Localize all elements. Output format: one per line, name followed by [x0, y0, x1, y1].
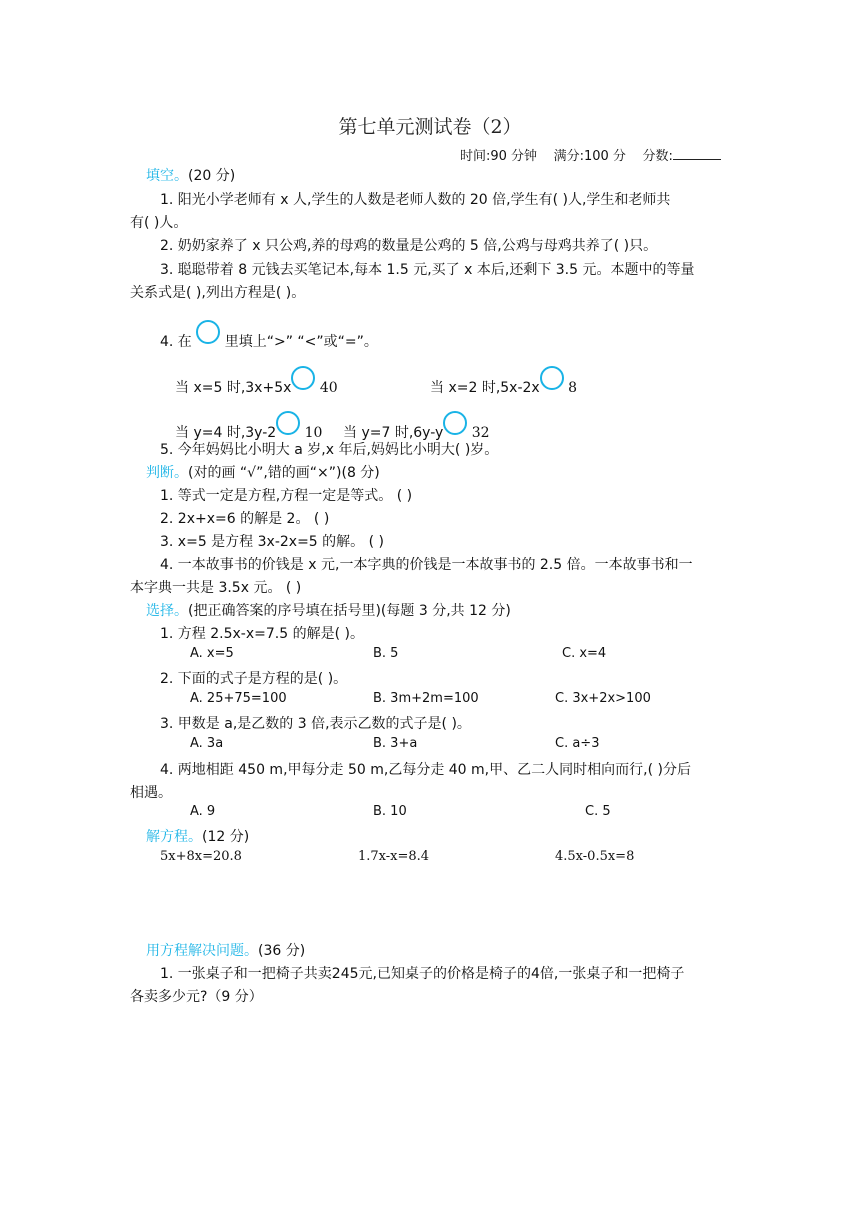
full-marks: 满分:100 分	[553, 149, 626, 164]
question-text: 2. 2x+x=6 的解是 2。 ( )	[160, 511, 330, 527]
section-choice-heading	[146, 600, 511, 620]
option-c: C. x=4	[562, 646, 607, 661]
equation: 1.7x-x=8.4	[358, 849, 430, 864]
question-text: 2. 奶奶家养了 x 只公鸡,养的母鸡的数量是公鸡的 5 倍,公鸡与母鸡共养了( )只。	[160, 238, 658, 254]
question-text: 3. 聪聪带着 8 元钱去买笔记本,每本 1.5 元,买了 x 本后,还剩下 3.5 元。本题中的等量	[160, 262, 695, 278]
compare-item	[175, 366, 338, 397]
section-fill-blank-heading	[146, 165, 235, 185]
question-text: 4. 两地相距 450 m,甲每分走 50 m,乙每分走 40 m,甲、乙二人同时相向而行,( )分后	[160, 762, 691, 778]
compare-value: 8	[568, 380, 578, 396]
exam-meta	[460, 145, 721, 164]
section-label: 判断。	[146, 465, 188, 481]
option-c: C. 5	[585, 804, 611, 819]
compare-expr: 当 x=5 时,3x+5x	[175, 380, 292, 396]
question-text: 相遇。	[130, 785, 172, 801]
question-text: 本字典一共是 3.5x 元。 ( )	[130, 580, 302, 596]
compare-item	[343, 411, 490, 442]
section-judge-heading	[146, 462, 380, 482]
question-text: 关系式是( ),列出方程是( )。	[130, 285, 306, 301]
score-blank[interactable]	[673, 147, 721, 160]
option-a: A. 9	[190, 804, 216, 819]
compare-value: 40	[319, 380, 338, 396]
compare-item	[175, 411, 322, 442]
section-points: (12 分)	[202, 829, 250, 845]
section-points: (36 分)	[258, 943, 306, 959]
score-label: 分数:	[642, 149, 673, 164]
section-label: 选择。	[146, 603, 188, 619]
option-a: A. 3a	[190, 736, 224, 751]
question-text: 4. 一本故事书的价钱是 x 元,一本字典的价钱是一本故事书的 2.5 倍。一本故事书和一	[160, 557, 693, 573]
equation: 5x+8x=20.8	[160, 849, 242, 864]
question-text: 各卖多少元?（9 分）	[130, 989, 263, 1005]
question-text: 3. x=5 是方程 3x-2x=5 的解。 ( )	[160, 534, 384, 550]
circle-icon	[196, 320, 220, 344]
equation: 4.5x-0.5x=8	[555, 849, 635, 864]
section-equation-heading	[146, 826, 249, 846]
question-suffix: 里填上“>” “<”或“=”。	[224, 334, 378, 350]
question-text	[160, 320, 378, 351]
question-text: 1. 方程 2.5x-x=7.5 的解是( )。	[160, 626, 364, 642]
compare-expr: 当 y=7 时,6y-y	[343, 425, 444, 441]
section-label: 用方程解决问题。	[146, 943, 258, 959]
option-b: B. 10	[373, 804, 407, 819]
option-b: B. 5	[373, 646, 399, 661]
compare-expr: 当 x=2 时,5x-2x	[430, 380, 540, 396]
section-label: 填空。	[146, 168, 188, 184]
question-prefix: 4. 在	[160, 334, 192, 350]
compare-item	[430, 366, 577, 397]
answer-circle-icon[interactable]	[291, 366, 315, 390]
answer-circle-icon[interactable]	[443, 411, 467, 435]
option-b: B. 3+a	[373, 736, 418, 751]
option-b: B. 3m+2m=100	[373, 691, 479, 706]
question-text: 1. 阳光小学老师有 x 人,学生的人数是老师人数的 20 倍,学生有( )人,学生和老师共	[160, 192, 671, 208]
option-c: C. 3x+2x>100	[555, 691, 651, 706]
time-limit: 时间:90 分钟	[460, 149, 538, 164]
answer-circle-icon[interactable]	[540, 366, 564, 390]
compare-value: 32	[471, 425, 490, 441]
question-text: 有( )人。	[130, 215, 188, 231]
question-text: 5. 今年妈妈比小明大 a 岁,x 年后,妈妈比小明大( )岁。	[160, 442, 499, 458]
question-text: 3. 甲数是 a,是乙数的 3 倍,表示乙数的式子是( )。	[160, 716, 471, 732]
question-text: 1. 等式一定是方程,方程一定是等式。 ( )	[160, 488, 413, 504]
section-points: (20 分)	[188, 168, 236, 184]
page-title: 第七单元测试卷（2）	[338, 116, 522, 138]
compare-value: 10	[304, 425, 323, 441]
question-text: 2. 下面的式子是方程的是( )。	[160, 671, 348, 687]
compare-expr: 当 y=4 时,3y-2	[175, 425, 277, 441]
answer-circle-icon[interactable]	[276, 411, 300, 435]
section-word-problem-heading	[146, 940, 305, 960]
question-text: 1. 一张桌子和一把椅子共卖245元,已知桌子的价格是椅子的4倍,一张桌子和一把椅子	[160, 966, 685, 982]
section-label: 解方程。	[146, 829, 202, 845]
section-points: (对的画 “√”,错的画“×”)(8 分)	[188, 465, 380, 481]
option-c: C. a÷3	[555, 736, 600, 751]
option-a: A. x=5	[190, 646, 234, 661]
option-a: A. 25+75=100	[190, 691, 287, 706]
section-points: (把正确答案的序号填在括号里)(每题 3 分,共 12 分)	[188, 603, 511, 619]
